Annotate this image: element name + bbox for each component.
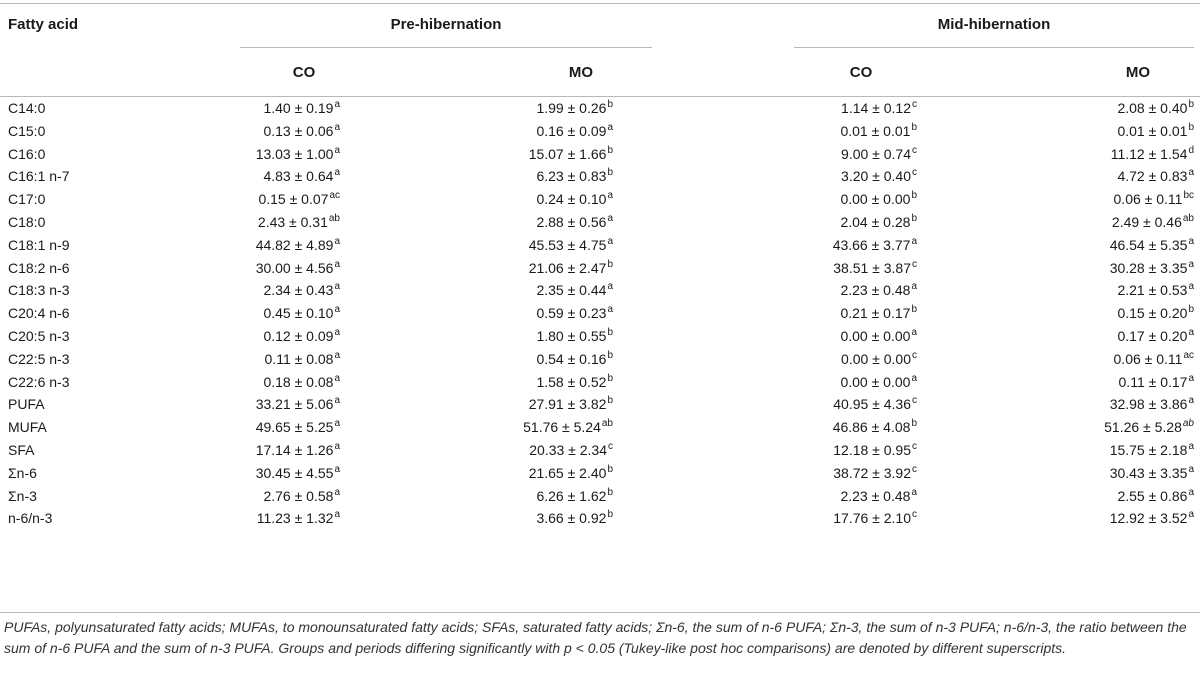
table-row (0, 257, 1200, 280)
value-text: 0.45 ± 0.10 (263, 305, 334, 322)
value-cell (613, 348, 917, 371)
value-text: 9.00 ± 0.74 (841, 145, 911, 162)
row-label: Σn-6 (8, 464, 37, 481)
value-text: 2.35 ± 0.44 (536, 282, 607, 299)
table-row (0, 416, 1200, 439)
significance-superscript: a (334, 486, 340, 498)
value-cell (340, 143, 613, 166)
significance-superscript: a (1188, 509, 1194, 521)
significance-superscript: a (1188, 326, 1194, 338)
value-text: 0.00 ± 0.00 (840, 373, 911, 390)
significance-superscript: b (607, 144, 613, 156)
value-text: 17.76 ± 2.10 (833, 510, 911, 527)
header-fatty-acid: Fatty acid (8, 16, 79, 33)
value-text: 0.17 ± 0.20 (1117, 327, 1188, 344)
significance-superscript: ab (328, 212, 340, 224)
value-text: 1.80 ± 0.55 (536, 327, 607, 344)
significance-superscript: b (911, 190, 917, 202)
value-cell (240, 120, 340, 143)
significance-superscript: a (334, 144, 340, 156)
value-cell (917, 211, 1200, 234)
value-cell (240, 325, 340, 348)
significance-superscript: a (607, 281, 613, 293)
row-label: C18:2 n-6 (8, 259, 70, 276)
significance-superscript: a (334, 167, 340, 179)
significance-superscript: a (334, 509, 340, 521)
value-cell (340, 165, 613, 188)
significance-superscript: ab (1182, 212, 1194, 224)
significance-superscript: a (1188, 167, 1194, 179)
significance-superscript: a (1188, 235, 1194, 247)
value-text: 4.72 ± 0.83 (1117, 168, 1188, 185)
significance-superscript: ab (601, 418, 613, 430)
value-text: 0.01 ± 0.01 (1117, 122, 1188, 139)
value-cell (340, 120, 613, 143)
significance-superscript: a (1188, 486, 1194, 498)
significance-superscript: bc (1183, 190, 1194, 202)
value-text: 6.23 ± 0.83 (536, 168, 607, 185)
table-row (0, 165, 1200, 188)
table-row (0, 143, 1200, 166)
significance-superscript: a (607, 235, 613, 247)
value-cell (340, 485, 613, 508)
value-text: 2.23 ± 0.48 (840, 487, 911, 504)
value-text: 46.54 ± 5.35 (1109, 236, 1188, 253)
value-text: 3.20 ± 0.40 (841, 168, 911, 185)
significance-superscript: a (1188, 258, 1194, 270)
value-cell (917, 234, 1200, 257)
significance-superscript: b (607, 326, 613, 338)
significance-superscript: a (607, 121, 613, 133)
value-cell (613, 302, 917, 325)
value-cell (240, 211, 340, 234)
significance-superscript: a (334, 304, 340, 316)
value-cell (340, 211, 613, 234)
value-text: 0.12 ± 0.09 (263, 327, 334, 344)
value-text: 2.76 ± 0.58 (263, 487, 334, 504)
value-text: 27.91 ± 3.82 (528, 396, 607, 413)
bottom-rule (0, 612, 1200, 613)
value-cell (340, 462, 613, 485)
significance-superscript: c (912, 144, 917, 156)
fatty-acid-table (0, 97, 1200, 530)
significance-superscript: a (911, 281, 917, 293)
header-mid-hibernation: Mid-hibernation (937, 16, 1051, 33)
value-cell (240, 188, 340, 211)
significance-superscript: c (912, 395, 917, 407)
row-label: C22:5 n-3 (8, 350, 70, 367)
row-label: n-6/n-3 (8, 510, 53, 527)
significance-superscript: a (334, 463, 340, 475)
value-text: 0.59 ± 0.23 (536, 305, 607, 322)
value-cell (917, 507, 1200, 530)
significance-superscript: c (912, 509, 917, 521)
significance-superscript: a (334, 258, 340, 270)
value-text: 0.13 ± 0.06 (263, 122, 334, 139)
value-text: 0.11 ± 0.17 (1118, 373, 1188, 390)
value-text: 15.07 ± 1.66 (528, 145, 607, 162)
value-cell (613, 507, 917, 530)
value-cell (240, 279, 340, 302)
row-label: Σn-3 (8, 487, 37, 504)
value-cell (613, 211, 917, 234)
value-text: 2.23 ± 0.48 (840, 282, 911, 299)
value-text: 30.28 ± 3.35 (1109, 259, 1188, 276)
row-label: PUFA (8, 396, 45, 413)
table-row (0, 97, 1200, 120)
value-text: 51.76 ± 5.24 (523, 419, 601, 436)
value-cell (340, 97, 613, 120)
value-cell (240, 97, 340, 120)
value-cell (240, 416, 340, 439)
value-text: 11.12 ± 1.54 (1110, 145, 1188, 162)
significance-superscript: c (912, 99, 917, 110)
value-cell (240, 393, 340, 416)
value-text: 45.53 ± 4.75 (528, 236, 607, 253)
significance-superscript: a (334, 349, 340, 361)
significance-superscript: b (1188, 121, 1194, 133)
value-cell (917, 485, 1200, 508)
value-text: 40.95 ± 4.36 (833, 396, 911, 413)
significance-superscript: a (1188, 463, 1194, 475)
value-text: 0.24 ± 0.10 (536, 191, 607, 208)
value-cell (613, 416, 917, 439)
significance-superscript: a (334, 440, 340, 452)
significance-superscript: b (607, 463, 613, 475)
significance-superscript: b (1188, 304, 1194, 316)
significance-superscript: c (912, 440, 917, 452)
significance-superscript: b (911, 121, 917, 133)
value-cell (917, 393, 1200, 416)
value-text: 46.86 ± 4.08 (832, 419, 911, 436)
value-text: 1.58 ± 0.52 (536, 373, 607, 390)
value-cell (917, 302, 1200, 325)
significance-superscript: a (911, 326, 917, 338)
value-cell (340, 348, 613, 371)
significance-superscript: a (334, 121, 340, 133)
value-text: 12.92 ± 3.52 (1109, 510, 1188, 527)
value-cell (340, 507, 613, 530)
significance-superscript: d (1188, 144, 1194, 156)
value-text: 2.55 ± 0.86 (1117, 487, 1188, 504)
value-text: 30.45 ± 4.55 (255, 464, 334, 481)
value-cell (613, 120, 917, 143)
significance-superscript: a (1188, 440, 1194, 452)
value-cell (917, 188, 1200, 211)
mid-hibernation-underline (794, 47, 1194, 48)
value-text: 30.43 ± 3.35 (1109, 464, 1188, 481)
value-text: 11.23 ± 1.32 (256, 510, 334, 527)
significance-superscript: b (607, 258, 613, 270)
value-cell (240, 371, 340, 394)
value-text: 0.54 ± 0.16 (536, 350, 607, 367)
significance-superscript: b (1188, 99, 1194, 110)
value-text: 6.26 ± 1.62 (536, 487, 607, 504)
table-body (0, 97, 1200, 530)
pre-hibernation-underline (240, 47, 652, 48)
row-label: C18:1 n-9 (8, 236, 70, 253)
value-cell (917, 462, 1200, 485)
value-cell (240, 485, 340, 508)
value-text: 38.51 ± 3.87 (833, 259, 911, 276)
value-cell (917, 416, 1200, 439)
value-text: 0.18 ± 0.08 (263, 373, 334, 390)
significance-superscript: b (607, 349, 613, 361)
value-cell (240, 234, 340, 257)
value-text: 0.11 ± 0.08 (264, 350, 334, 367)
row-label: C18:3 n-3 (8, 282, 70, 299)
significance-superscript: a (607, 304, 613, 316)
significance-superscript: b (607, 486, 613, 498)
value-cell (917, 165, 1200, 188)
significance-superscript: a (334, 372, 340, 384)
significance-superscript: b (911, 418, 917, 430)
significance-superscript: a (911, 372, 917, 384)
value-text: 49.65 ± 5.25 (255, 419, 334, 436)
value-text: 0.21 ± 0.17 (840, 305, 911, 322)
value-cell (917, 257, 1200, 280)
value-text: 1.14 ± 0.12 (841, 100, 911, 116)
top-rule (0, 3, 1200, 4)
table-row (0, 211, 1200, 234)
significance-superscript: b (607, 395, 613, 407)
significance-superscript: a (334, 395, 340, 407)
row-label: C14:0 (8, 100, 46, 116)
significance-superscript: a (334, 99, 340, 110)
value-cell (340, 439, 613, 462)
table-row (0, 507, 1200, 530)
header-mo-mid: MO (1125, 64, 1151, 81)
row-label: C16:0 (8, 145, 46, 162)
significance-superscript: c (912, 258, 917, 270)
significance-superscript: a (334, 418, 340, 430)
table-row (0, 325, 1200, 348)
value-cell (613, 234, 917, 257)
value-text: 2.49 ± 0.46 (1111, 213, 1182, 230)
value-cell (613, 371, 917, 394)
significance-superscript: a (1188, 395, 1194, 407)
value-cell (613, 462, 917, 485)
value-cell (340, 302, 613, 325)
value-cell (240, 462, 340, 485)
table-footnote: PUFAs, polyunsaturated fatty acids; MUFAs, to monounsaturated fatty acids; SFAs, saturated fatty acids; Σn-6, the sum of n-6 PUFA; Σn-3, the sum of n-3 PUFA; n-6/n-3, the ratio between the sum of n-6 PUFA and the sum of n-3 PUFA. Groups and periods differing significantly with p < 0.05 (Tukey-like post hoc comparisons) are denoted by different superscripts. (4, 619, 1187, 656)
value-text: 33.21 ± 5.06 (255, 396, 334, 413)
significance-superscript: b (911, 212, 917, 224)
table-row (0, 120, 1200, 143)
value-cell (240, 439, 340, 462)
value-text: 30.00 ± 4.56 (255, 259, 334, 276)
table-row (0, 393, 1200, 416)
value-text: 21.65 ± 2.40 (528, 464, 607, 481)
value-cell (917, 279, 1200, 302)
value-cell (240, 143, 340, 166)
value-text: 15.75 ± 2.18 (1109, 441, 1188, 458)
value-cell (917, 120, 1200, 143)
significance-superscript: a (1188, 281, 1194, 293)
value-cell (340, 257, 613, 280)
value-cell (613, 279, 917, 302)
value-cell (340, 325, 613, 348)
value-text: 0.06 ± 0.11 (1113, 350, 1183, 367)
significance-superscript: a (607, 212, 613, 224)
value-cell (917, 143, 1200, 166)
header-co-mid: CO (849, 64, 873, 81)
value-text: 21.06 ± 2.47 (528, 259, 607, 276)
significance-superscript: ab (1182, 418, 1194, 430)
significance-superscript: a (911, 235, 917, 247)
value-text: 2.21 ± 0.53 (1117, 282, 1188, 299)
value-text: 32.98 ± 3.86 (1109, 396, 1188, 413)
value-cell (917, 97, 1200, 120)
value-text: 44.82 ± 4.89 (255, 236, 334, 253)
value-text: 51.26 ± 5.28 (1104, 419, 1182, 436)
value-text: 0.01 ± 0.01 (840, 122, 911, 139)
value-text: 0.00 ± 0.00 (840, 327, 911, 344)
value-cell (917, 439, 1200, 462)
value-text: 38.72 ± 3.92 (833, 464, 911, 481)
table-row (0, 462, 1200, 485)
table-row (0, 485, 1200, 508)
value-cell (613, 188, 917, 211)
value-cell (240, 257, 340, 280)
value-text: 0.00 ± 0.00 (841, 350, 911, 367)
table-row (0, 302, 1200, 325)
value-cell (340, 188, 613, 211)
header-co-pre: CO (292, 64, 316, 81)
significance-superscript: a (607, 190, 613, 202)
row-label: C20:5 n-3 (8, 327, 70, 344)
value-text: 0.15 ± 0.20 (1117, 305, 1188, 322)
value-text: 1.40 ± 0.19 (263, 100, 334, 116)
value-text: 0.06 ± 0.11 (1113, 191, 1183, 208)
table-row (0, 234, 1200, 257)
table-row (0, 439, 1200, 462)
value-cell (613, 393, 917, 416)
value-text: 2.34 ± 0.43 (263, 282, 334, 299)
value-cell (340, 279, 613, 302)
value-text: 4.83 ± 0.64 (263, 168, 334, 185)
value-text: 1.99 ± 0.26 (536, 100, 607, 116)
value-cell (613, 439, 917, 462)
value-cell (613, 143, 917, 166)
significance-superscript: c (912, 463, 917, 475)
significance-superscript: a (1188, 372, 1194, 384)
row-label: SFA (8, 441, 35, 458)
value-text: 20.33 ± 2.34 (529, 441, 607, 458)
value-cell (613, 97, 917, 120)
row-label: C20:4 n-6 (8, 305, 70, 322)
value-cell (240, 165, 340, 188)
significance-superscript: b (911, 304, 917, 316)
table-row (0, 348, 1200, 371)
value-text: 2.43 ± 0.31 (257, 213, 328, 230)
value-text: 0.15 ± 0.07 (258, 191, 329, 208)
value-cell (340, 371, 613, 394)
value-cell (613, 257, 917, 280)
row-label: C15:0 (8, 122, 46, 139)
value-cell (240, 507, 340, 530)
value-text: 2.08 ± 0.40 (1117, 100, 1188, 116)
table-row (0, 371, 1200, 394)
value-text: 12.18 ± 0.95 (833, 441, 911, 458)
value-text: 13.03 ± 1.00 (255, 145, 334, 162)
header-mo-pre: MO (568, 64, 594, 81)
significance-superscript: a (911, 486, 917, 498)
value-text: 2.88 ± 0.56 (536, 213, 607, 230)
significance-superscript: ac (329, 190, 340, 202)
value-text: 3.66 ± 0.92 (536, 510, 607, 527)
table-row (0, 188, 1200, 211)
value-cell (613, 325, 917, 348)
value-cell (340, 234, 613, 257)
value-cell (917, 371, 1200, 394)
value-text: 2.04 ± 0.28 (840, 213, 911, 230)
significance-superscript: ac (1183, 349, 1194, 361)
row-label: C18:0 (8, 213, 46, 230)
significance-superscript: c (912, 349, 917, 361)
value-text: 17.14 ± 1.26 (255, 441, 334, 458)
row-label: MUFA (8, 419, 47, 436)
value-cell (240, 348, 340, 371)
significance-superscript: a (334, 235, 340, 247)
significance-superscript: a (334, 326, 340, 338)
value-text: 43.66 ± 3.77 (832, 236, 911, 253)
value-cell (917, 325, 1200, 348)
value-text: 0.00 ± 0.00 (840, 191, 911, 208)
table-row (0, 279, 1200, 302)
significance-superscript: b (607, 99, 613, 110)
row-label: C17:0 (8, 191, 46, 208)
header-pre-hibernation: Pre-hibernation (390, 16, 502, 33)
row-label: C22:6 n-3 (8, 373, 70, 390)
row-label: C16:1 n-7 (8, 168, 70, 185)
value-cell (340, 393, 613, 416)
significance-superscript: b (607, 372, 613, 384)
value-text: 0.16 ± 0.09 (536, 122, 607, 139)
significance-superscript: b (607, 167, 613, 179)
significance-superscript: b (607, 509, 613, 521)
value-cell (340, 416, 613, 439)
value-cell (240, 302, 340, 325)
significance-superscript: c (608, 440, 613, 452)
value-cell (613, 485, 917, 508)
significance-superscript: a (334, 281, 340, 293)
value-cell (613, 165, 917, 188)
significance-superscript: c (912, 167, 917, 179)
value-cell (917, 348, 1200, 371)
